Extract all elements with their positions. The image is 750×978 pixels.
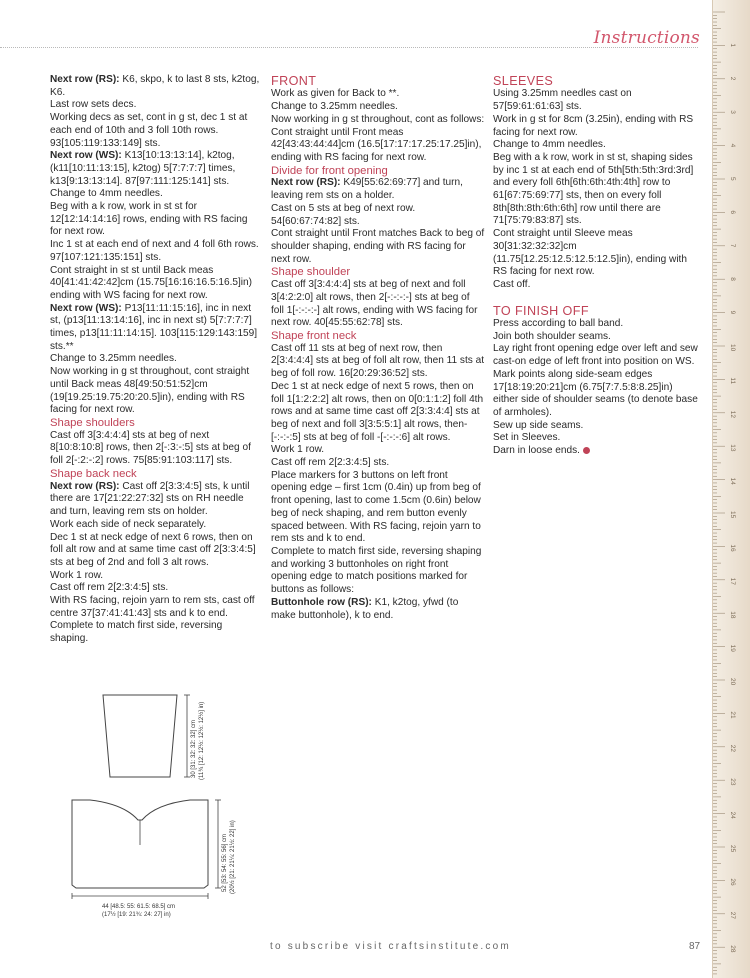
subheading-shape-back-neck: Shape back neck	[50, 467, 137, 480]
instruction-paragraph: Mark points along side-seam edges 17[18:19:20:21]cm (6.75[7:7.5:8:8.25]in) either side of shoulder seams (to denote base of armholes).	[493, 368, 698, 418]
ruler-strip	[712, 0, 750, 978]
ruler-number: 17	[729, 577, 736, 586]
ruler-number: 27	[729, 911, 736, 920]
instruction-paragraph: Complete to match first side, reversing shaping.	[50, 620, 223, 645]
instruction-paragraph: Work 1 row.	[271, 444, 325, 456]
schematic-svg	[60, 680, 240, 930]
sleeve-length-label: 30 [31: 32: 32: 32] cm	[191, 719, 197, 778]
instruction-paragraph: Beg with a k row, work in st st, shaping sides by inc 1 st at each end of 5th[5th:5th:3rd:3rd] and every foll 6th[6th:6th:4th:4th] row to 61[67:75:69:77] sts, then on every foll 8th[8th:8th:6th:6th] row until there are 71[75:79:83:87] sts.	[493, 151, 694, 227]
instruction-paragraph: Cast on 5 sts at beg of next row. 54[60:67:74:82] sts.	[271, 202, 416, 227]
end-bullet-icon	[583, 447, 590, 454]
instruction-paragraph: Working decs as set, cont in g st, dec 1 st at each end of 10th and 3 foll 10th rows. 93[105:119:133:149] sts.	[50, 112, 248, 149]
ruler-number: 28	[729, 945, 736, 953]
instruction-paragraph: Next row (RS): K6, skpo, k to last 8 sts, k2tog, K6.	[50, 74, 260, 98]
instruction-paragraph: Next row (RS): K49[55:62:69:77] and turn, leaving rem sts on a holder.	[271, 177, 463, 202]
width-imperial: (17½ [19: 21¾: 24: 27] in)	[102, 912, 171, 918]
instruction-paragraph: Next row (WS): P13[11:11:15:16], inc in next st, (p13[11:13:14:16], inc in next st) 5[7:7:7:7] times, p13[11:11:14:15]. 103[115:129:143:159] sts.**	[50, 302, 258, 352]
subheading-shape-shoulder: Shape shoulder	[271, 266, 351, 279]
subheading-shape-front-neck: Shape front neck	[271, 329, 357, 342]
ruler-number: 16	[729, 544, 736, 552]
subheading-shape-shoulders: Shape shoulders	[50, 416, 135, 429]
ruler-number: 19	[729, 644, 736, 652]
instruction-paragraph: Sew up side seams.	[493, 419, 584, 431]
instruction-paragraph: Change to 3.25mm needles.	[50, 353, 177, 365]
ruler-number: 13	[729, 444, 736, 452]
sleeve-length-imperial: (11¾ [12: 12½: 12½: 12½] in)	[199, 701, 205, 780]
ruler-number: 4	[729, 143, 736, 148]
instruction-paragraph: Set in Sleeves.	[493, 432, 561, 444]
instruction-paragraph: Cast off rem 2[2:3:4:5] sts.	[271, 457, 390, 469]
instruction-paragraph: Inc 1 st at each end of next and 4 foll 6th rows. 97[107:121:135:151] sts.	[50, 239, 259, 263]
instruction-paragraph: Dec 1 st at neck edge of next 6 rows, then on foll alt row and at same time cast off 2[3:3:4:5] sts at beg of 2nd and foll 3 alt rows.	[50, 531, 256, 568]
instruction-paragraph: Dec 1 st at neck edge of next 5 rows, then on foll 1[1:2:2:2] alt rows, then on 0[0:1:1:2] foll 4th rows and at same time cast off 2[3:3:4:4] sts at beg of next and foll 3[3:5:5:1] alt rows, then-[-:-:-:5] sts at beg of foll -[-:-:-:6] alt rows.	[271, 380, 484, 443]
ruler-number: 21	[729, 711, 736, 719]
ruler-number: 20	[729, 678, 736, 686]
ruler-number: 15	[729, 511, 736, 519]
body-length-imperial: (20½ [21: 21¼: 21½: 22] in)	[230, 820, 236, 894]
ruler-number: 5	[729, 177, 736, 181]
header-divider	[0, 47, 698, 48]
ruler-number: 25	[729, 845, 736, 853]
instruction-paragraph: Work as given for Back to **.	[271, 88, 400, 100]
column-back	[50, 74, 262, 646]
sleeve-outline	[103, 695, 177, 777]
instruction-paragraph: With RS facing, rejoin yarn to rem sts, cast off centre 37[37:41:41:43] sts and k to end.	[50, 595, 255, 619]
instruction-paragraph: Cont straight until Front meas 42[43:43:44:44]cm (16.5[17:17:17.25:17.25]in), ending with RS facing for next row.	[271, 126, 482, 163]
instruction-paragraph: Work each side of neck separately.	[50, 518, 207, 530]
heading-sleeves: SLEEVES	[493, 74, 554, 88]
footer-subscribe-text: to subscribe visit craftsinstitute.com	[270, 941, 511, 952]
ruler-number: 12	[729, 410, 736, 419]
ruler-number: 9	[729, 310, 736, 315]
instruction-paragraph: Work 1 row.	[50, 569, 104, 581]
instruction-paragraph: Change to 4mm needles.	[493, 139, 606, 151]
instruction-paragraph: Lay right front opening edge over left and sew cast-on edge of left front into position on WS.	[493, 343, 698, 368]
instruction-paragraph: Next row (WS): K13[10:13:13:14], k2tog, (k11[10:11:13:15], k2tog) 5[7:7:7:7] times, k13[9:13:13:14]. 87[97:111:125:141] sts.	[50, 150, 236, 187]
instruction-paragraph: Place markers for 3 buttons on left front opening edge – first 1cm (0.4in) up from beg of front opening, last to come 1.5cm (0.6in) below beg of neck shaping, and rem button evenly spaced between. With RS facing, rejoin yarn to rem sts and k to end.	[271, 469, 481, 545]
subheading-divide-front-opening: Divide for front opening	[271, 164, 388, 177]
instruction-paragraph: Cont straight until Sleeve meas 30[31:32:32:32]cm (11.75[12.25:12.5:12.5:12.5]in), ending with RS facing for next row.	[493, 228, 687, 278]
ruler-svg	[713, 0, 750, 978]
ruler-number: 18	[729, 611, 736, 619]
instruction-paragraph: Join both shoulder seams.	[493, 330, 611, 342]
instruction-paragraph: Change to 4mm needles.	[50, 188, 163, 200]
instruction-paragraph: Now working in g st throughout, cont straight until Back meas 48[49:50:51:52]cm (19[19.25:19.75:20:20.5]in), ending with RS facing for next row.	[50, 366, 250, 416]
ruler-number: 14	[729, 477, 736, 485]
ruler-number: 2	[729, 76, 736, 81]
ruler-number: 11	[729, 377, 736, 385]
column-sleeves	[493, 74, 699, 458]
instruction-paragraph: Complete to match first side, reversing shaping and working 3 buttonholes on right front opening edge to match positions marked for buttons as follows:	[271, 546, 482, 596]
instruction-paragraph: Beg with a k row, work in st st for 12[12:14:14:16] rows, ending with RS facing for next row.	[50, 201, 248, 238]
ruler-number: 1	[729, 43, 736, 48]
garment-schematic	[60, 680, 240, 930]
instruction-paragraph: Next row (RS): Cast off 2[3:3:4:5] sts, k until there are 17[21:22:27:32] sts on RH needle and turn, leaving rem sts on holder.	[50, 480, 250, 518]
page-number: 87	[689, 941, 701, 952]
instruction-paragraph: Darn in loose ends.	[493, 445, 699, 458]
ruler-number: 22	[729, 744, 736, 753]
instruction-paragraph: Now working in g st throughout, cont as follows:	[271, 113, 485, 125]
heading-to-finish-off: TO FINISH OFF	[493, 303, 589, 318]
instruction-paragraph: Press according to ball band.	[493, 318, 624, 330]
instruction-paragraph: Using 3.25mm needles cast on 57[59:61:61:63] sts.	[493, 88, 632, 113]
ruler-number: 24	[729, 811, 736, 819]
ruler-number: 23	[729, 778, 736, 786]
instruction-paragraph: Cast off 3[3:4:4:4] sts at beg of next and foll 3[4:2:2:0] alt rows, then 2[-:-:-:-] sts at beg of foll 1[-:-:-:-] alt rows, ending with WS facing for next row. 40[45:55:62:78] sts.	[271, 279, 478, 329]
page-header-title: Instructions	[593, 28, 700, 48]
instruction-paragraph: Cont straight in st st until Back meas 40[41:41:42:42]cm (15.75[16:16:16.5:16.5]in) ending with WS facing for next row.	[50, 264, 253, 301]
instruction-paragraph: Last row sets decs.	[50, 99, 137, 111]
ruler-number: 8	[729, 277, 736, 281]
instruction-paragraph: Change to 3.25mm needles.	[271, 101, 398, 113]
width-label: 44 [48.5: 55: 61.5: 68.5] cm	[102, 904, 176, 910]
instruction-paragraph: Cast off.	[493, 278, 531, 290]
ruler-number: 6	[729, 210, 736, 215]
ruler-number: 26	[729, 878, 736, 886]
instruction-paragraph: Cast off rem 2[2:3:4:5] sts.	[50, 582, 169, 594]
ruler-number: 10	[729, 344, 736, 352]
body-length-label: 52 [53: 54: 55: 56] cm	[222, 833, 228, 892]
instruction-paragraph: Buttonhole row (RS): K1, k2tog, yfwd (to make buttonhole), k to end.	[271, 596, 459, 621]
heading-front: FRONT	[271, 74, 317, 88]
instruction-paragraph: Cast off 11 sts at beg of next row, then 2[3:4:4:4] sts at beg of foll alt row, then 11 sts at beg of foll row. 16[20:29:36:52] sts.	[271, 342, 485, 380]
ruler-number: 3	[729, 110, 736, 114]
column-front	[271, 74, 485, 622]
instruction-paragraph: Cast off 3[3:4:4:4] sts at beg of next 8[10:8:10:8] rows, then 2[-:3:-:5] sts at beg of foll 2[-:2:-:2] rows. 75[85:91:103:117] sts.	[50, 429, 251, 467]
instruction-paragraph: Cont straight until Front matches Back to beg of shoulder shaping, ending with RS facing for next row.	[271, 228, 485, 265]
instruction-paragraph: Work in g st for 8cm (3.25in), ending with RS facing for next row.	[493, 113, 694, 138]
ruler-number: 7	[729, 243, 736, 248]
